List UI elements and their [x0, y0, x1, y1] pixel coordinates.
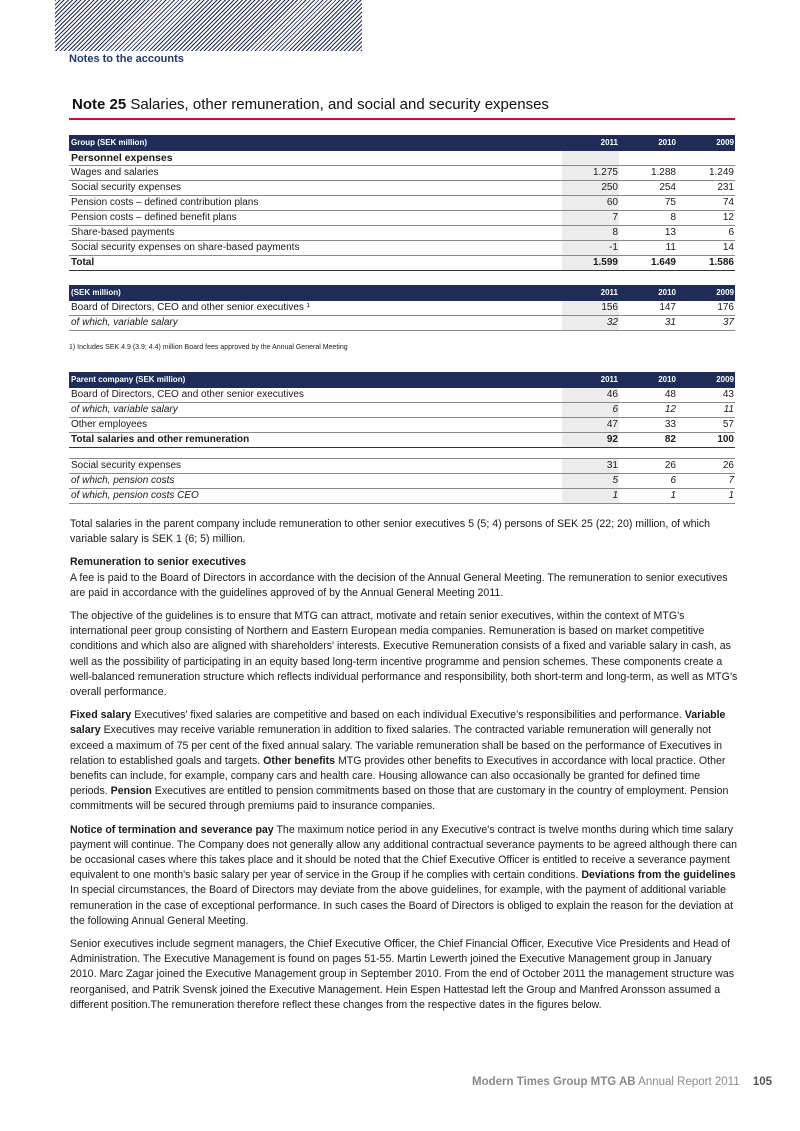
footer-company: Modern Times Group MTG AB: [472, 1076, 636, 1088]
title-underline: [69, 118, 735, 120]
senior-executives-table: [69, 285, 735, 331]
cell-2009: 1.249: [677, 166, 735, 181]
cell-2011: 1: [562, 489, 619, 504]
cell-2011: 46: [562, 388, 619, 403]
subheading-label: Personnel expenses: [69, 151, 562, 166]
cell-2011: 156: [562, 301, 619, 316]
header-cell: Parent company (SEK million): [69, 372, 562, 388]
table-row: [69, 166, 735, 181]
row-label: of which, pension costs CEO: [69, 489, 562, 504]
header-cell: 2009: [677, 135, 735, 151]
header-cell: 2010: [619, 135, 677, 151]
table-row: [69, 301, 735, 316]
row-label: Total: [69, 256, 562, 271]
cell-2009: 14: [677, 241, 735, 256]
cell-2010: 33: [619, 418, 677, 433]
cell-2010: 48: [619, 388, 677, 403]
cell-2010: 1.288: [619, 166, 677, 181]
paragraph: [70, 708, 738, 814]
row-label: of which, pension costs: [69, 474, 562, 489]
hatched-header-graphic: [55, 0, 362, 51]
table-row: [69, 418, 735, 433]
table-row: [69, 474, 735, 489]
table-header: [69, 135, 735, 151]
cell-2011: 8: [562, 226, 619, 241]
header-cell: 2011: [562, 285, 619, 301]
cell-2011: 6: [562, 403, 619, 418]
cell-2011: 1.599: [562, 256, 619, 271]
header-cell: 2011: [562, 135, 619, 151]
header-cell: 2009: [677, 372, 735, 388]
parent-company-table: [69, 372, 735, 504]
section-title: Notes to the accounts: [69, 53, 184, 65]
cell-2011: 92: [562, 433, 619, 448]
header-cell: 2010: [619, 285, 677, 301]
cell-2010: 147: [619, 301, 677, 316]
table-row: [69, 459, 735, 474]
footer-report: Annual Report 2011: [638, 1076, 740, 1088]
cell-2011: 5: [562, 474, 619, 489]
row-label: of which, variable salary: [69, 316, 562, 331]
cell-2011: 60: [562, 196, 619, 211]
header-cell: 2011: [562, 372, 619, 388]
cell-2010: 1.649: [619, 256, 677, 271]
inline-text: Executives’ fixed salaries are competitive and based on each individual Executive’s responsibilities and performance.: [131, 709, 685, 722]
table-total-row: [69, 256, 735, 271]
header-cell: Group (SEK million): [69, 135, 562, 151]
table-header: [69, 372, 735, 388]
row-label: Other employees: [69, 418, 562, 433]
cell-2009: 43: [677, 388, 735, 403]
table-footnote: 1) Includes SEK 4.9 (3.9; 4.4) million Board fees approved by the Annual General Meeting: [69, 344, 348, 351]
page-number: 105: [752, 1076, 772, 1088]
table-row: [69, 196, 735, 211]
row-label: Social security expenses on share-based payments: [69, 241, 562, 256]
cell-2010: 254: [619, 181, 677, 196]
cell-2010: 6: [619, 474, 677, 489]
inline-text: MTG provides other benefits to Executives in accordance with local practice. Other benefits can include, for example, company cars and health care. Housing allowance can also occasionally be granted for defined time periods.: [70, 754, 726, 798]
row-label: Social security expenses: [69, 459, 562, 474]
cell-2011: 250: [562, 181, 619, 196]
table-row: [69, 226, 735, 241]
header-cell: (SEK million): [69, 285, 562, 301]
inline-heading: Fixed salary: [70, 709, 132, 722]
paragraph: [70, 823, 738, 929]
table-row: [69, 241, 735, 256]
cell-2010: 11: [619, 241, 677, 256]
row-label: Board of Directors, CEO and other senior executives ¹: [69, 301, 562, 316]
table-subheading: [69, 151, 735, 166]
note-number: Note 25: [72, 96, 127, 113]
row-label: Share-based payments: [69, 226, 562, 241]
cell-2009: 57: [677, 418, 735, 433]
table-row: [69, 403, 735, 418]
inline-text: Executives may receive variable remuneration in addition to fixed salaries. The contracted variable remuneration will generally not exceed a maximum of 75 per cent of the fixed annual salary. The variable remuneration shall be based on the performance of Executives in relation to established goals and targets.: [70, 724, 723, 767]
cell-2011: 31: [562, 459, 619, 474]
cell-2009: 11: [677, 403, 735, 418]
cell-2009: 26: [677, 459, 735, 474]
cell-2009: 100: [677, 433, 735, 448]
cell-2009: 231: [677, 181, 735, 196]
row-label: Pension costs – defined contribution plans: [69, 196, 562, 211]
cell-2011: 47: [562, 418, 619, 433]
row-label: Total salaries and other remuneration: [69, 433, 562, 448]
paragraph: The objective of the guidelines is to ensure that MTG can attract, motivate and retain senior executives, within the context of MTG's international peer group consisting of Northern and Eastern European media companies. Remuneration is based on market competitive conditions and which also are aligned with shareholders' interests. Executive Remuneration consists of a fixed and variable salary in cash, as well as the possibility of participating in an equity based long-term incentive programme and pension schemes. These components create a well-balanced remuneration structure which reflects individual performance and responsibility, both short-term and long-term, as well as MTG’s overall performance.: [70, 610, 738, 699]
cell-2011: 32: [562, 316, 619, 331]
table-header: [69, 285, 735, 301]
table-total-row: [69, 433, 735, 448]
inline-heading: Other benefits: [263, 754, 335, 767]
inline-heading: Pension: [110, 785, 152, 798]
header-cell: 2009: [677, 285, 735, 301]
inline-text: Executives are entitled to pension commitments based on those that are customary in the country of employment. Pension commitments will be secured through premiums paid to insurance companies.: [70, 785, 729, 813]
cell-2011: 1.275: [562, 166, 619, 181]
cell-2010: 13: [619, 226, 677, 241]
row-label: Board of Directors, CEO and other senior executives: [69, 388, 562, 403]
page-footer: [472, 1076, 772, 1088]
cell-2009: 176: [677, 301, 735, 316]
table-row: [69, 388, 735, 403]
row-label: Wages and salaries: [69, 166, 562, 181]
group-personnel-table: [69, 135, 735, 271]
cell-2010: 26: [619, 459, 677, 474]
inline-heading: Deviations from the guidelines: [581, 869, 736, 882]
body-text: [70, 517, 738, 1021]
table-row: [69, 181, 735, 196]
inline-text: In special circumstances, the Board of Directors may deviate from the above guidelines, for example, with the payment of additional variable remuneration in the case of exceptional performance. In such cases the Board of Directors is obliged to explain the reason for the deviation at the following Annual General Meeting.: [70, 884, 734, 927]
cell-2009: 1.586: [677, 256, 735, 271]
note-title: Salaries, other remuneration, and social and security expenses: [130, 96, 549, 113]
row-label: of which, variable salary: [69, 403, 562, 418]
inline-text: The maximum notice period in any Executive's contract is twelve months during which time salary payment will continue. The Company does not generally allow any additional contractual severance payments to be agreed although there can be occasional cases where this takes place and it should be noted that the Chief Executive Officer is entitled to receive a severance payment equivalent to one month's basic salary per year of service in the Group if he complies with certain conditions.: [70, 823, 738, 882]
paragraph: Senior executives include segment managers, the Chief Executive Officer, the Chief Financial Officer, Executive Vice Presidents and Head of Administration. The Executive Management is found on pages 51-55. Martin Lewerth joined the Executive Management group in January 2010. Marc Zagar joined the Executive Management group in September 2010. From the end of October 2011 the management structure was reorganised, and Patrik Svensk joined the Executive Management. Hein Espen Hattestad left the Group and Manfred Aronsson assumed a different position.The remuneration therefore reflect these changes from the respective dates in the figures below.: [70, 938, 735, 1011]
cell-2009: 6: [677, 226, 735, 241]
subheading: Remuneration to senior executives: [70, 556, 247, 569]
cell-2010: 75: [619, 196, 677, 211]
cell-2010: 12: [619, 403, 677, 418]
row-label: Social security expenses: [69, 181, 562, 196]
cell-2009: 7: [677, 474, 735, 489]
note-heading: [72, 96, 549, 113]
inline-heading: Notice of termination and severance pay: [70, 823, 274, 836]
cell-2010: 1: [619, 489, 677, 504]
cell-2009: 12: [677, 211, 735, 226]
header-cell: 2010: [619, 372, 677, 388]
table-row: [69, 211, 735, 226]
cell-2009: 37: [677, 316, 735, 331]
paragraph: A fee is paid to the Board of Directors in accordance with the decision of the Annual General Meeting. The remuneration to senior executives are paid in accordance with the guidelines approved of by the Annual General Meeting 2011.: [70, 571, 728, 599]
cell-2010: 31: [619, 316, 677, 331]
cell-2010: 82: [619, 433, 677, 448]
inline-heading: Variable salary: [70, 709, 726, 737]
table-row: [69, 316, 735, 331]
cell-2010: 8: [619, 211, 677, 226]
table-row: [69, 489, 735, 504]
cell-2009: 1: [677, 489, 735, 504]
row-label: Pension costs – defined benefit plans: [69, 211, 562, 226]
cell-2011: -1: [562, 241, 619, 256]
table-spacer: [69, 448, 735, 459]
paragraph: Total salaries in the parent company include remuneration to other senior executives 5 (5; 4) persons of SEK 25 (22; 20) million, of which variable salary is SEK 1 (6; 5) million.: [70, 518, 711, 546]
cell-2009: 74: [677, 196, 735, 211]
cell-2011: 7: [562, 211, 619, 226]
